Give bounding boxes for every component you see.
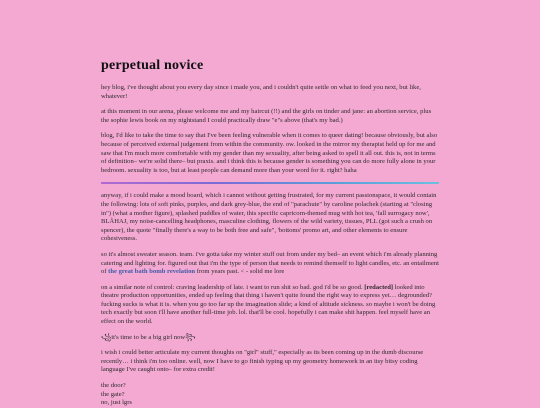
paragraph-text: so it's almost sweater season. team. i've gotta take my winter stuff out from under my bed– an event which i'm already planning catering and lighting for. figured out that i'm the type of person that needs to remind themself to light candles, etc. an entailment of [101, 250, 439, 276]
redacted-text: [redacted] [364, 283, 394, 291]
door-lines [101, 382, 439, 408]
intro-paragraph-3: blog, I'd like to take the time to say that I've been feeling vulnerable when it comes to queer dating! because obviously, but also because of perceived external judgement from within the community. ow. looked in the mirror my therapist held up for me and saw that I'm much more comfortable with my gender than my sexuality, after being asked to spell it all out. this is, not in terms of definition– we're solid there– but praxis. and i think this is because gender is something you can do more fully alone in your bedroom. sexuality is too, but at least people can demand more than your word for it. right? haha [101, 132, 438, 174]
bath-bomb-link[interactable]: the great bath bomb revelation [108, 268, 196, 276]
mood-board-paragraph: anyway, if i could make a mood board, which i cannot without getting frustrated, for my current passionspace, it would contain the following: lots of soft pinks, purples, and dark grey-blue, the end of "parachute" by caroline polachek (starting at "closing in") (what a mother figure), splashed puddles of water, this specific capricorn-themed mug with hot tea, 'fall surrogacy now', BLÅHAJ, my noise-cancelling headphones, masculine clothing, flowers of the wild variety, tissues, PLL (got such a crush on spencer), the quote "finally there's a way to be both free and safe", 'bottoms' promo art, and other elements to ensure cohesiveness. [101, 192, 437, 243]
intro-paragraph-2: at this moment in our arena, please welcome me and my haircut (!!) and the girls on tinder and jane: an abortion service, plus the sophie lewis book on my nightstand I could practically draw "e"s above (that's my bad.) [101, 108, 432, 124]
paragraph-text: looked into theatre production opportunities, ended up feeling that thing i haven't quite found the right way to express yet… degrounded? fucking sucks is what it is. when you go too far up the imagination slide; a kind of altitude sickness. so maybe i won't be doing tech exactly but soon i'll have another full-time job. lol. that'll be cool. hopefully i can make shit happen. feel myself have an effect on the world. [101, 283, 436, 326]
intro-paragraph-1: hey blog, i've thought about you every day since i made you, and i couldn't quite settle on what to feed you next, but like, whatever! [101, 84, 421, 100]
big-girl-line: ꧁it's time to be a big girl now꧂ [101, 333, 196, 341]
girl-stuff-paragraph: i wish i could better articulate my current thoughts on "girl" stuff," especially as its been coming up in the dumb discourse recently… i think i'm too online. well, now I have to go finish typing up my geometry homework in an itsy bitsy coding language I've caught onto– for extra credit! [101, 349, 424, 374]
blog-post [101, 58, 439, 408]
paragraph-text: from years past. < - solid me lore [195, 268, 285, 276]
sweater-season-paragraph [101, 251, 439, 277]
door-line: the door? [101, 382, 126, 390]
leadership-paragraph [101, 284, 439, 327]
blog-title: perpetual novice [101, 58, 204, 73]
paragraph-text: on a similar note of control: craving leadership of late. i want to run shit so bad. god i'd be so good. [101, 283, 365, 291]
door-line: no, just lgrs [101, 399, 132, 407]
door-line: the gate? [101, 390, 125, 398]
gradient-divider [101, 182, 439, 184]
